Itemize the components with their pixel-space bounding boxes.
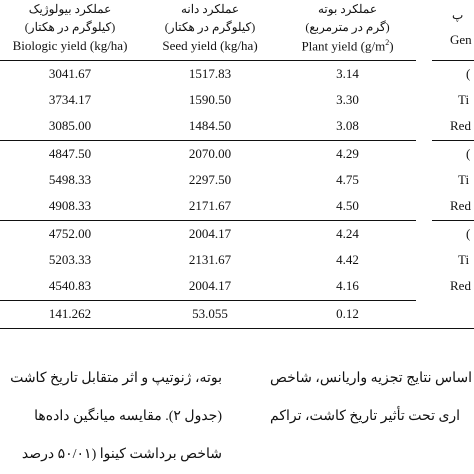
group-separator-rule: [0, 140, 416, 141]
header-bottom-rule: [0, 60, 416, 61]
table-bottom-rule: [0, 328, 474, 329]
biologic-yield-header-en: Biologic yield (kg/ha): [12, 38, 128, 53]
seed-yield-unit-fa: (کیلوگرم در هکتار): [164, 20, 256, 34]
paragraph-left-line-1: بوته، ژنوتیپ و اثر متقابل تاریخ کاشت: [10, 371, 222, 386]
table-cell-seed: 2004.17: [188, 226, 232, 241]
table-cell-seed: 1517.83: [188, 66, 232, 81]
table-cell-plant: 4.75: [336, 172, 359, 187]
lsd-cell-biologic: 141.262: [48, 306, 92, 321]
group-separator-rule-right: [432, 220, 474, 221]
table-cell-plant: 4.50: [336, 198, 359, 213]
seed-yield-header-fa: عملکرد دانه: [180, 2, 240, 16]
table-cell-genotype: (: [466, 226, 471, 241]
table-cell-biologic: 4752.00: [48, 226, 92, 241]
lsd-cell-seed: 53.055: [192, 306, 228, 321]
biologic-yield-header-fa: عملکرد بیولوژیک: [28, 2, 112, 16]
plant-yield-unit-fa: (گرم در مترمربع): [305, 20, 390, 34]
table-cell-biologic: 3734.17: [48, 92, 92, 107]
table-cell-seed: 2004.17: [188, 278, 232, 293]
paragraph-left-line-3: شاخص برداشت کینوا (۵۰/۰۱ درصد: [21, 447, 222, 462]
group-separator-rule: [0, 220, 416, 221]
table-cell-plant: 4.16: [336, 278, 359, 293]
table-cell-biologic: 4847.50: [48, 146, 92, 161]
table-cell-seed: 2171.67: [188, 198, 232, 213]
table-cell-genotype: (: [466, 146, 471, 161]
table-cell-seed: 1484.50: [188, 118, 232, 133]
table-cell-genotype: Ti: [458, 252, 470, 267]
table-cell-genotype: Red: [450, 118, 471, 133]
table-cell-genotype: Red: [450, 198, 471, 213]
plant-yield-header-fa: عملکرد بوته: [318, 2, 377, 16]
table-cell-biologic: 4540.83: [48, 278, 92, 293]
table-cell-seed: 1590.50: [188, 92, 232, 107]
table-cell-plant: 3.30: [336, 92, 359, 107]
table-cell-seed: 2070.00: [188, 146, 232, 161]
table-cell-plant: 3.08: [336, 118, 359, 133]
table-cell-seed: 2131.67: [188, 252, 232, 267]
table-cell-biologic: 3041.67: [48, 66, 92, 81]
genotype-header-fa: پ: [452, 8, 464, 22]
paragraph-left-line-2: (جدول ۲). مقایسه میانگین داده‌ها: [34, 409, 222, 424]
group-separator-rule-right: [432, 140, 474, 141]
genotype-header-en: Gen: [450, 32, 472, 47]
header-bottom-rule-right: [432, 60, 474, 61]
lsd-cell-plant: 0.12: [336, 306, 359, 321]
table-cell-genotype: (: [466, 66, 471, 81]
table-cell-genotype: Ti: [458, 172, 470, 187]
seed-yield-header-en: Seed yield (kg/ha): [162, 38, 258, 53]
table-cell-genotype: Ti: [458, 92, 470, 107]
table-cell-plant: 3.14: [336, 66, 359, 81]
table-cell-plant: 4.24: [336, 226, 359, 241]
table-cell-biologic: 5203.33: [48, 252, 92, 267]
paragraph-right-line-2: اری تحت تأثیر تاریخ کاشت، تراکم: [270, 409, 461, 424]
table-cell-plant: 4.29: [336, 146, 359, 161]
paragraph-right-line-1: اساس نتایج تجزیه واریانس، شاخص: [270, 371, 472, 386]
table-cell-biologic: 5498.33: [48, 172, 92, 187]
table-cell-biologic: 4908.33: [48, 198, 92, 213]
group-separator-rule: [0, 300, 416, 301]
table-cell-plant: 4.42: [336, 252, 359, 267]
plant-yield-header-en: Plant yield $(g/m^2)$: [301, 38, 394, 54]
biologic-yield-unit-fa: (کیلوگرم در هکتار): [24, 20, 116, 34]
table-cell-seed: 2297.50: [188, 172, 232, 187]
table-cell-biologic: 3085.00: [48, 118, 92, 133]
table-cell-genotype: Red: [450, 278, 471, 293]
